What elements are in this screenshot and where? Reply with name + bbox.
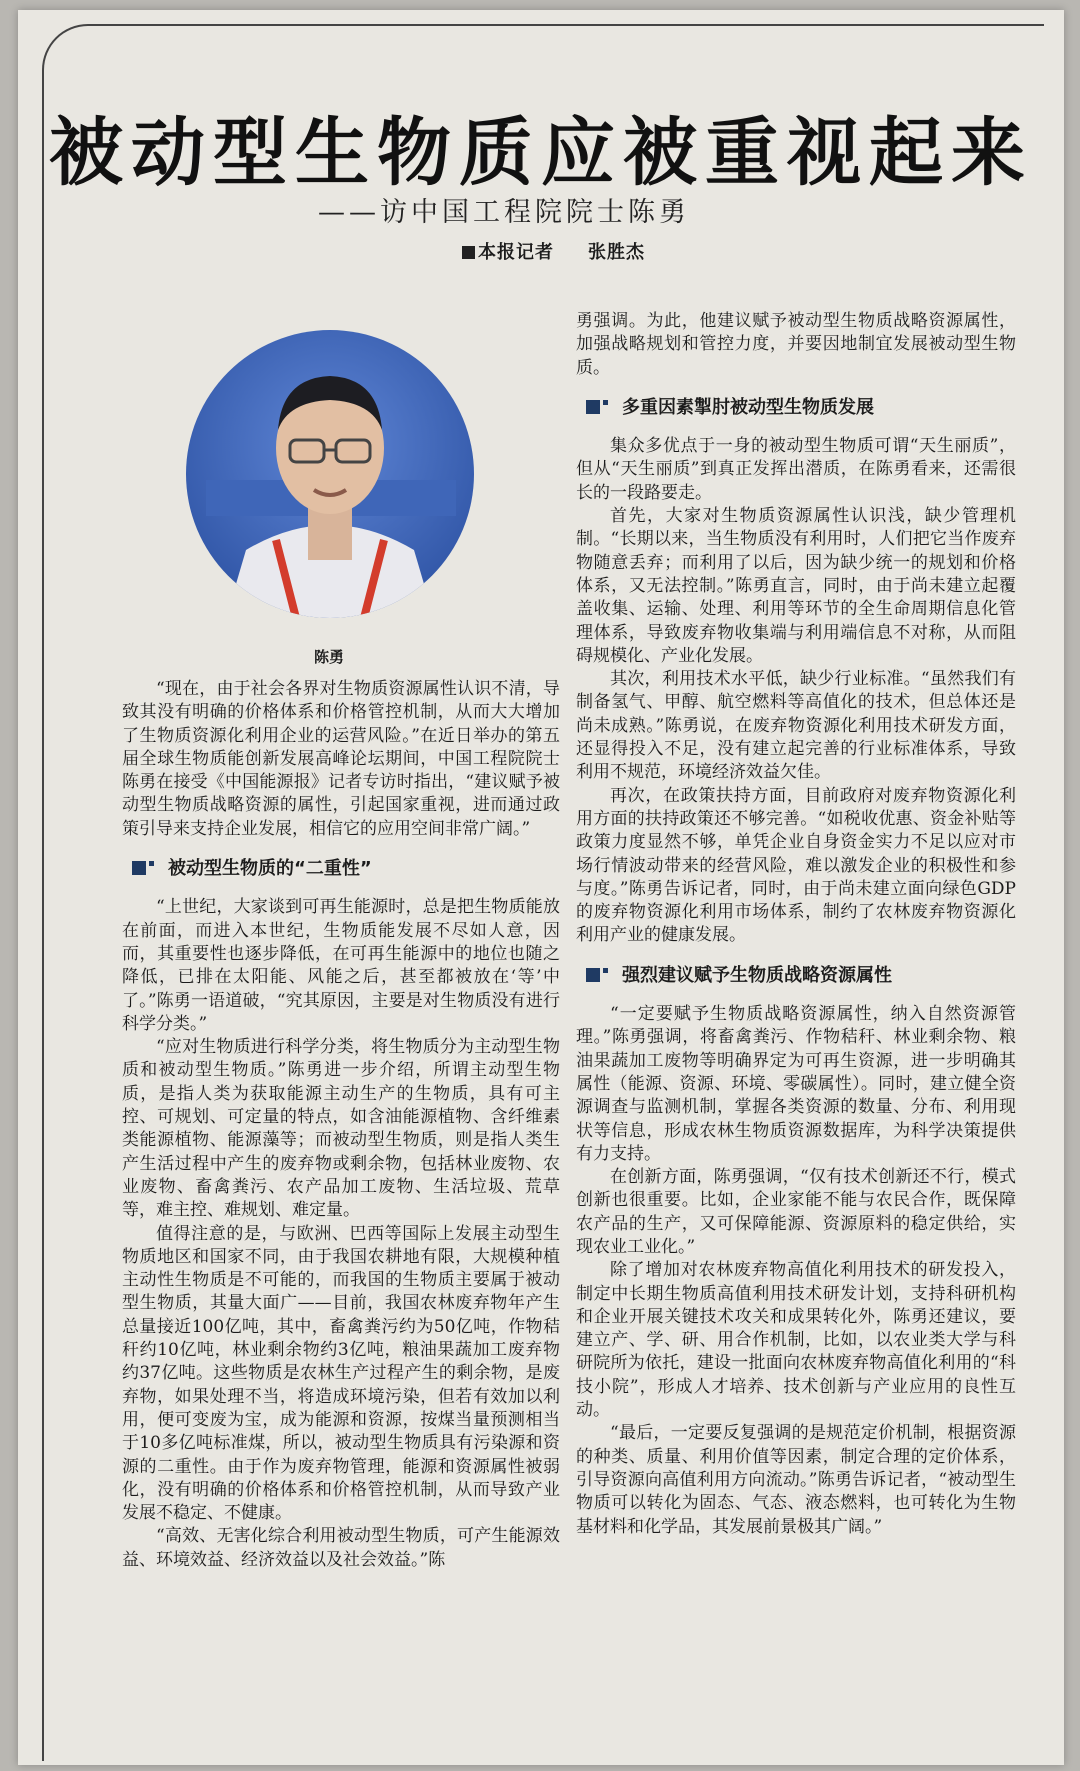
paragraph: 除了增加对农林废弃物高值化利用技术的研发投入，制定中长期生物质高值利用技术研发计划，支持科研机构和企业开展关键技术攻关和成果转化外，陈勇还建议，要建立产、学、研、用合作机制，比如，以农业类大学与科研院所为依托，建设一批面向农林废弃物高值化利用的“科技小院”，形成人才培养、技术创新与产业应用的良性互动。 <box>576 1260 1016 1421</box>
paragraph: “高效、无害化综合利用被动型生物质，可产生能源效益、环境效益、经济效益以及社会效益。”陈 <box>122 1526 560 1570</box>
paragraph: 首先，大家对生物质资源属性认识浅，缺少管理机制。“长期以来，当生物质没有利用时，人们把它当作废弃物随意丢弃；而利用了以后，因为缺少统一的规划和价格体系，又无法控制。”陈勇直言，同时，由于尚未建立起覆盖收集、运输、处理、利用等环节的全生命周期信息化管理体系，导致废弃物收集端与利用端信息不对称，从而阻碍规模化、产业化发展。 <box>576 506 1016 666</box>
continued-paragraph: 勇强调。为此，他建议赋予被动型生物质战略资源属性，加强战略规划和管控力度，并要因地制宜发展被动型生物质。 <box>576 311 1016 378</box>
section-heading-1 <box>122 857 560 880</box>
paragraph: 在创新方面，陈勇强调，“仅有技术创新还不行，模式创新也很重要。比如，企业家能不能与农民合作，既保障农产品的生产，又可保障能源、资源原料的稳定供给，实现农业工业化。” <box>576 1167 1016 1257</box>
paragraph: “应对生物质进行科学分类，将生物质分为主动型生物质和被动型生物质。”陈勇进一步介绍，所谓主动型生物质，是指人类为获取能源主动生产的生物质，具有可主控、可规划、可定量的特点，如含油能源植物、含纤维素类能源植物、能源藻等；而被动型生物质，则是指人类生产生活过程中产生的废弃物或剩余物，包括林业废物、农业废物、畜禽粪污、农产品加工废物、生活垃圾、荒草等，难主控、难规划、难定量。 <box>122 1037 560 1221</box>
section-marker-icon <box>586 968 616 982</box>
newspaper-page <box>18 10 1064 1765</box>
headline: 被动型生物质应被重视起来 <box>49 110 1033 196</box>
paragraph: “最后，一定要反复强调的是规范定价机制，根据资源的种类、质量、利用价值等因素，制定合理的定价体系，引导资源向高值利用方向流动。”陈勇告诉记者，“被动型生物质可以转化为固态、气态、液态燃料，也可转化为生物基材料和化学品，其发展前景极其广阔。” <box>576 1423 1016 1537</box>
portrait-image <box>186 330 474 618</box>
byline-square-icon <box>462 246 475 259</box>
byline-label: 本报记者 <box>478 242 554 263</box>
paragraph: “一定要赋予生物质战略资源属性，纳入自然资源管理。”陈勇强调，将畜禽粪污、作物秸秆、林业剩余物、粮油果蔬加工废物等明确界定为可再生资源，进一步明确其属性（能源、资源、环境、零碳属性）。同时，建立健全资源调查与监测机制，掌握各类资源的数量、分布、利用现状等信息，形成农林生物质资源数据库，为科学决策提供有力支持。 <box>576 1004 1016 1164</box>
paragraph: 其次，利用技术水平低，缺少行业标准。“虽然我们有制备氢气、甲醇、航空燃料等高值化的技术，但总体还是尚未成熟。”陈勇说，在废弃物资源化利用技术研发方面，还显得投入不足，没有建立起完善的行业标准体系，导致利用不规范，环境经济效益欠佳。 <box>576 669 1016 783</box>
photo-caption: 陈勇 <box>313 648 344 666</box>
subtitle: ——访中国工程院院士陈勇 <box>318 197 690 228</box>
right-column <box>576 310 1016 1539</box>
section-title: 强烈建议赋予生物质战略资源属性 <box>622 964 892 986</box>
section-title: 多重因素掣肘被动型生物质发展 <box>622 396 874 418</box>
byline-name: 张胜杰 <box>588 242 645 263</box>
section-marker-icon <box>586 400 616 414</box>
paragraph: 集众多优点于一身的被动型生物质可谓“天生丽质”，但从“天生丽质”到真正发挥出潜质，在陈勇看来，还需很长的一段路要走。 <box>576 436 1016 503</box>
left-column <box>122 678 560 1572</box>
section-title: 被动型生物质的“二重性” <box>168 858 372 880</box>
section-heading-3 <box>576 964 1016 987</box>
byline <box>462 238 645 264</box>
paragraph: “上世纪，大家谈到可再生能源时，总是把生物质能放在前面，而进入本世纪，生物质能发展不尽如人意，因而，其重要性也逐步降低，在可再生能源中的地位也随之降低，已排在太阳能、风能之后，甚至都被放在‘等’中了。”陈勇一语道破，“究其原因，主要是对生物质没有进行科学分类。” <box>122 897 560 1034</box>
section-marker-icon <box>132 861 162 875</box>
portrait-photo <box>186 330 474 618</box>
paragraph: 再次，在政策扶持方面，目前政府对废弃物资源化利用方面的扶持政策还不够完善。“如税收优惠、资金补贴等政策力度显然不够，单凭企业自身资金实力不足以应对市场行情波动带来的经营风险，难以激发企业的积极性和参与度。”陈勇告诉记者，同时，由于尚未建立面向绿色GDP的废弃物资源化利用市场体系，制约了农林废弃物资源化利用产业的健康发展。 <box>576 785 1016 946</box>
paragraph: 值得注意的是，与欧洲、巴西等国际上发展主动型生物质地区和国家不同，由于我国农耕地有限，大规模种植主动性生物质是不可能的，而我国的生物质主要属于被动型生物质，其量大面广——目前，我国农林废弃物年产生总量接近100亿吨，其中，畜禽粪污约为50亿吨，作物秸秆约10亿吨，林业剩余物约3亿吨，粮油果蔬加工废弃物约37亿吨。这些物质是农林生产过程产生的剩余物，是废弃物，如果处理不当，将造成环境污染，但若有效加以利用，便可变废为宝，成为能源和资源，按煤当量预测相当于10多亿吨标准煤，所以，被动型生物质具有污染源和资源的二重性。由于作为废弃物管理，能源和资源属性被弱化，没有明确的价格体系和价格管控机制，从而导致产业发展不稳定、不健康。 <box>122 1223 560 1524</box>
intro-paragraph: “现在，由于社会各界对生物质资源属性认识不清，导致其没有明确的价格体系和价格管控机制，从而大大增加了生物质资源化利用企业的运营风险。”在近日举办的第五届全球生物质能创新发展高峰论坛期间，中国工程院院士陈勇在接受《中国能源报》记者专访时指出，“建议赋予被动型生物质战略资源的属性，引起国家重视，进而通过政策引导来支持企业发展，相信它的应用空间非常广阔。” <box>122 679 560 839</box>
section-heading-2 <box>576 396 1016 419</box>
